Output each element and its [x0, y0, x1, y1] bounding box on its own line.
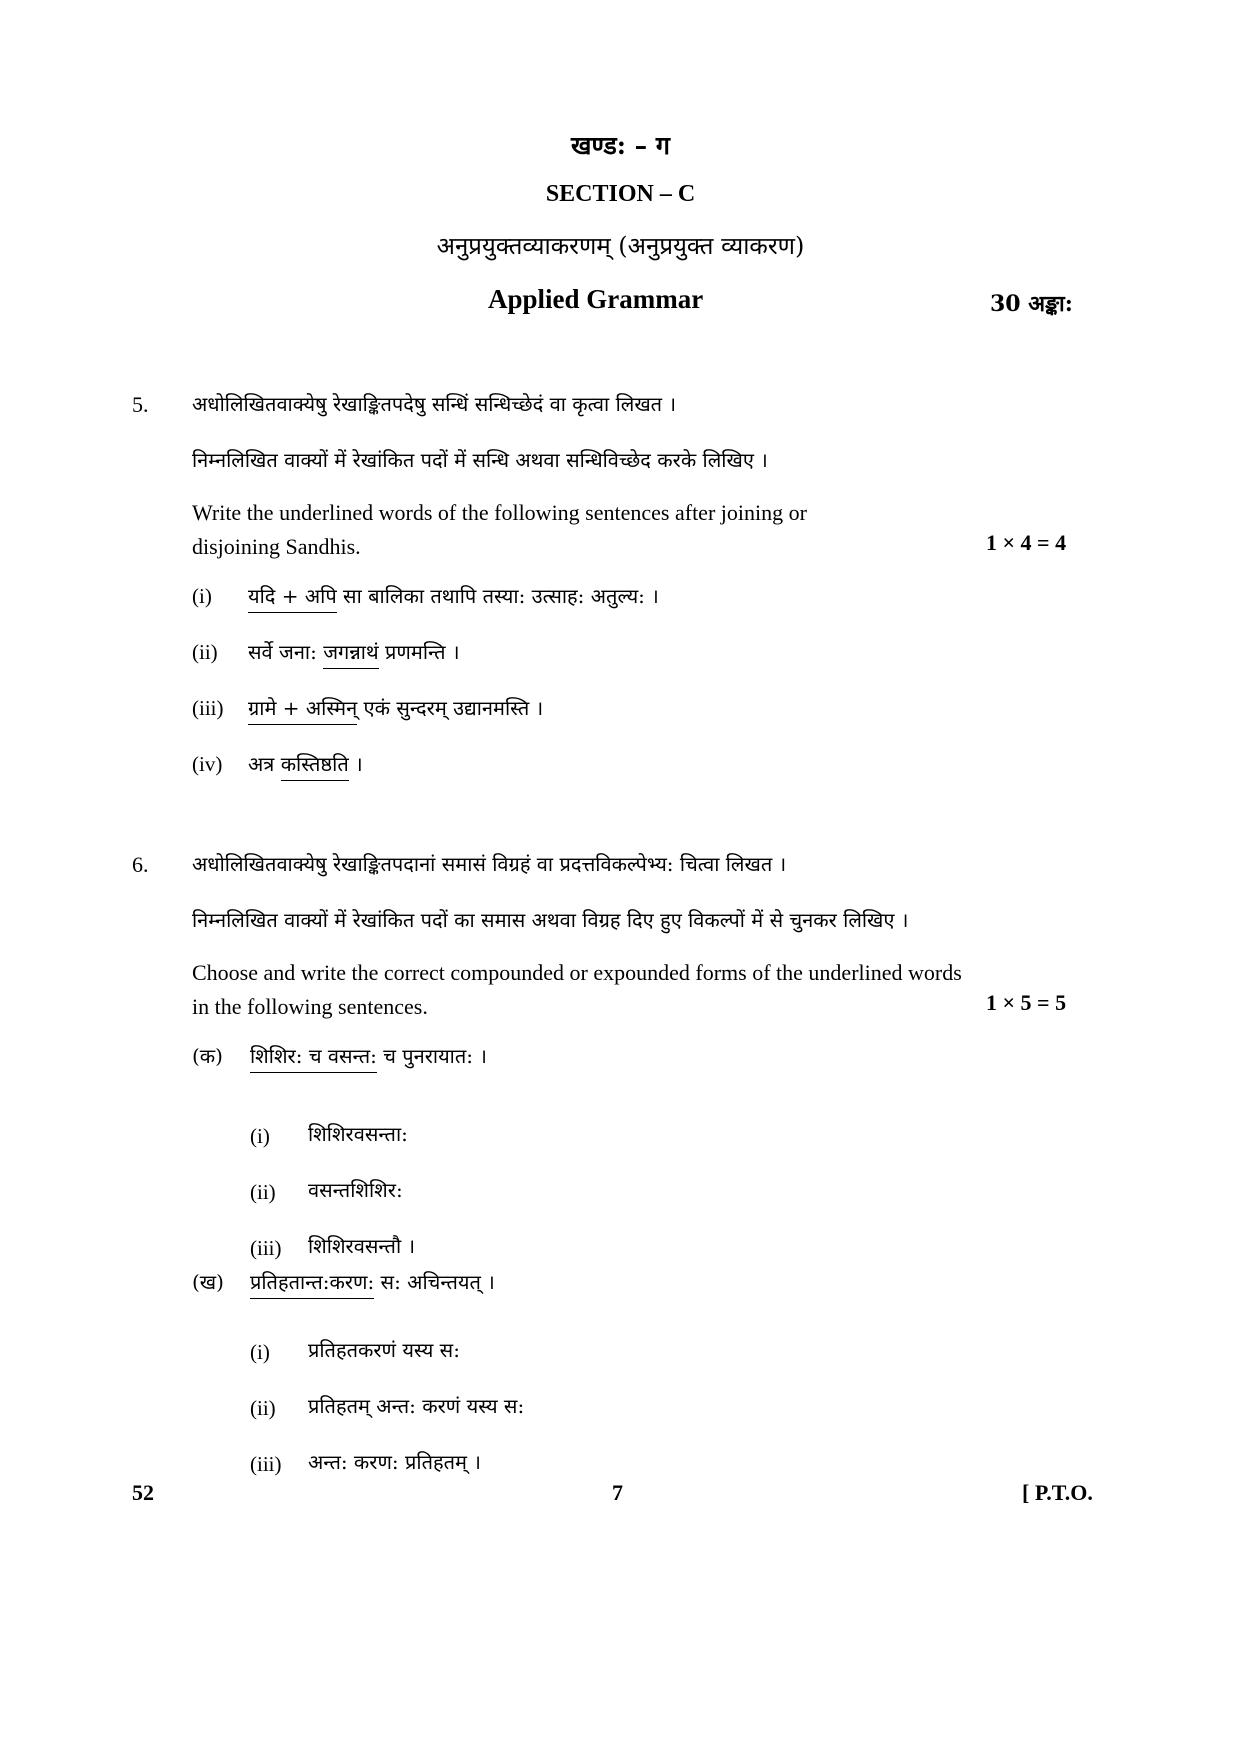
- english-title: Applied Grammar: [488, 284, 704, 314]
- item-text: सर्वे जना:: [248, 640, 324, 664]
- option-label: (i): [250, 1340, 270, 1364]
- question-item: [248, 694, 543, 725]
- sanskrit-instruction: अधोलिखितवाक्येषु रेखाङ्कितपदेषु सन्धिं सन्धिच्छेदं वा कृत्वा लिखत ।: [192, 392, 677, 416]
- option-text: वसन्तशिशिर:: [308, 1178, 403, 1202]
- option-text: शिशिरवसन्ता:: [308, 1122, 408, 1146]
- question-item: [250, 1268, 495, 1299]
- option-label: (ii): [250, 1180, 276, 1204]
- section-heading: SECTION – C: [545, 181, 696, 207]
- option-text: प्रतिहतम् अन्त: करणं यस्य स:: [308, 1394, 525, 1418]
- page-number: 7: [612, 1480, 623, 1505]
- option-label: (iii): [250, 1236, 282, 1260]
- underlined-word: यदि + अपि: [248, 582, 337, 613]
- english-instruction: [192, 496, 1088, 564]
- question-marks: 1 × 5 = 5: [986, 990, 1067, 1015]
- question-item: [248, 750, 363, 781]
- option-text: अन्त: करण: प्रतिहतम् ।: [308, 1450, 481, 1474]
- part-label: (क): [192, 1044, 223, 1068]
- item-text: सा बालिका तथापि तस्या: उत्साह: अतुल्य: ।: [336, 584, 659, 608]
- section-hindi-heading: खण्ड: – ग: [571, 131, 670, 160]
- question-number: 5.: [132, 392, 149, 417]
- item-text: स: अचिन्तयत् ।: [374, 1270, 495, 1294]
- underlined-word: जगन्नाथं: [323, 638, 378, 669]
- item-label: (iii): [192, 696, 224, 720]
- option-label: (ii): [250, 1396, 276, 1420]
- english-instruction-line: disjoining Sandhis.: [192, 534, 361, 559]
- option-text: शिशिरवसन्तौ ।: [308, 1234, 416, 1258]
- item-text: एकं सुन्दरम् उद्यानमस्ति ।: [357, 696, 544, 720]
- hindi-instruction: निम्नलिखित वाक्यों में रेखांकित पदों का समास अथवा विग्रह दिए हुए विकल्पों में से चुनकर लिखिए ।: [192, 908, 909, 932]
- option-label: (i): [250, 1124, 270, 1148]
- question-number: 6.: [132, 852, 149, 877]
- option-text: प्रतिहतकरणं यस्य स:: [308, 1338, 460, 1362]
- item-text: ।: [348, 752, 363, 776]
- underlined-word: ग्रामे + अस्मिन्: [248, 694, 357, 725]
- part-label: (ख): [192, 1270, 224, 1294]
- item-text: अत्र: [248, 752, 281, 776]
- underlined-word: प्रतिहतान्त:करण:: [250, 1268, 374, 1299]
- english-instruction-line: Write the underlined words of the following sentences after joining or: [192, 500, 807, 525]
- pto-note: [ P.T.O.: [1022, 1480, 1093, 1505]
- sanskrit-title: अनुप्रयुक्तव्याकरणम् (अनुप्रयुक्त व्याकरण): [436, 232, 805, 260]
- item-label: (ii): [192, 640, 218, 664]
- item-text: च पुनरायात: ।: [376, 1044, 487, 1068]
- underlined-word: कस्तिष्ठति: [281, 750, 349, 781]
- item-text: प्रणमन्ति ।: [378, 640, 460, 664]
- section-marks: 30 अङ्का:: [990, 291, 1073, 317]
- hindi-instruction: निम्नलिखित वाक्यों में रेखांकित पदों में सन्धि अथवा सन्धिविच्छेद करके लिखिए ।: [192, 448, 768, 472]
- question-item: [248, 582, 659, 613]
- option-label: (iii): [250, 1452, 282, 1476]
- underlined-word: शिशिर: च वसन्त:: [250, 1042, 377, 1073]
- question-item: [250, 1042, 487, 1073]
- english-instruction: [192, 956, 1092, 1024]
- item-label: (i): [192, 584, 212, 608]
- english-instruction-line: in the following sentences.: [192, 994, 428, 1019]
- item-label: (iv): [192, 752, 223, 776]
- question-item: [248, 638, 460, 669]
- paper-code: 52: [132, 1480, 154, 1505]
- english-instruction-line: Choose and write the correct compounded or expounded forms of the underlined words: [192, 960, 962, 985]
- question-marks: 1 × 4 = 4: [986, 530, 1067, 555]
- sanskrit-instruction: अधोलिखितवाक्येषु रेखाङ्कितपदानां समासं विग्रहं वा प्रदत्तविकल्पेभ्य: चित्वा लिखत ।: [192, 852, 787, 876]
